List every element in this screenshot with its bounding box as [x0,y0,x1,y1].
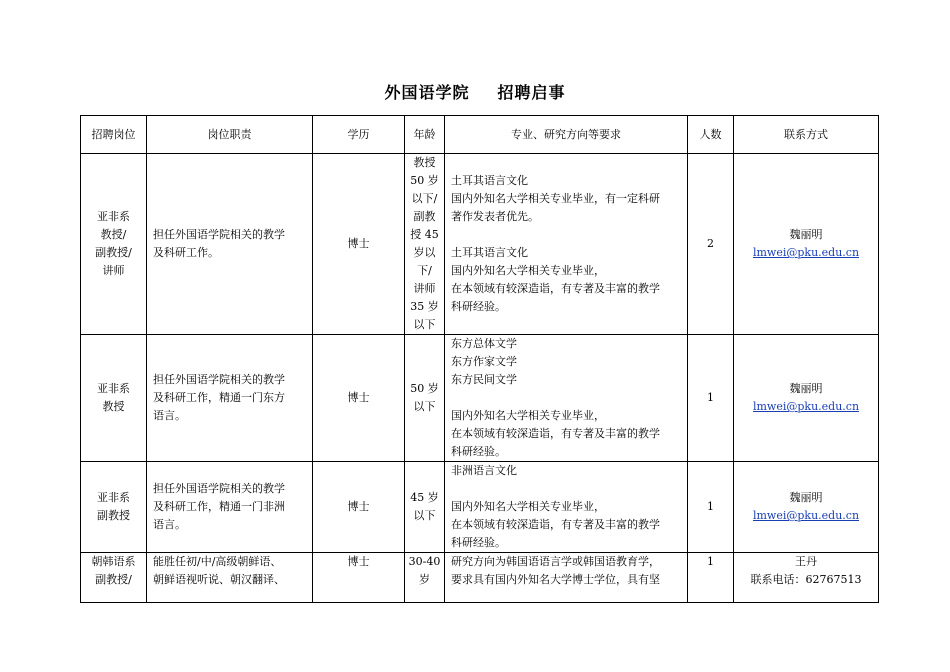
position-line: 副教授/ [95,573,132,586]
header-cell-age: 年龄 [405,116,445,154]
contact-name: 魏丽明 [789,491,823,504]
degree-cell: 博士 [313,154,405,335]
requirement-line: 土耳其语言文化 [451,174,528,187]
position-line: 副教授/ [95,246,132,259]
position-line: 教授 [102,400,125,413]
requirements-cell [445,335,688,462]
requirements-cell [445,462,688,553]
duty-line: 担任外国语学院相关的教学 [153,373,285,386]
requirement-line: 土耳其语言文化 [451,246,528,259]
contact-cell [734,335,879,462]
age-line: 45 岁 [410,491,439,504]
requirement-line: 东方总体文学 [451,337,517,350]
age-cell [405,154,445,335]
header-cell-position: 招聘岗位 [81,116,147,154]
recruitment-table [80,115,879,603]
header-row [81,116,879,154]
contact-name: 王丹 [795,555,817,568]
blank-line [451,480,681,498]
requirement-line: 研究方向为韩国语语言学或韩国语教育学， [451,555,660,568]
duty-cell [147,335,313,462]
requirement-line: 科研经验。 [451,445,506,458]
contact-name: 魏丽明 [789,228,823,241]
contact-cell [734,154,879,335]
position-cell [81,335,147,462]
age-line: 教授 [413,156,436,169]
contact-cell [734,553,879,603]
requirement-line: 在本领域有较深造诣，有专著及丰富的教学 [451,518,660,531]
title-part-2: 招聘启事 [497,83,566,102]
requirements-cell [445,154,688,335]
requirement-line: 科研经验。 [451,300,506,313]
duty-cell [147,553,313,603]
table-row [81,335,879,462]
age-line: 讲师 [413,282,436,295]
position-line: 朝韩语系 [91,555,136,568]
table-row [81,154,879,335]
title-part-1: 外国语学院 [384,83,470,102]
age-line: 授 45 [410,228,439,241]
header-cell-duty: 岗位职责 [147,116,313,154]
contact-phone: 联系电话：62767513 [750,573,862,586]
age-cell [405,553,445,603]
requirement-line: 著作发表者优先。 [451,210,539,223]
requirement-line: 要求具有国内外知名大学博士学位，具有坚 [451,573,660,586]
duty-line: 能胜任初/中/高级朝鲜语、 [153,555,282,568]
requirement-line: 国内外知名大学相关专业毕业， [451,264,605,277]
degree-cell: 博士 [313,462,405,553]
age-line: 下/ [417,264,432,277]
page-title [0,80,950,103]
age-cell [405,462,445,553]
header-cell-count: 人数 [688,116,734,154]
contact-email-link[interactable]: lmwei@pku.edu.cn [752,246,860,259]
position-cell [81,553,147,603]
position-cell [81,154,147,335]
requirement-line: 东方民间文学 [451,373,517,386]
duty-line: 及科研工作，精通一门东方 [153,391,285,404]
contact-name: 魏丽明 [789,382,823,395]
age-line: 以下/ [411,192,438,205]
contact-email-link[interactable]: lmwei@pku.edu.cn [752,400,860,413]
duty-line: 及科研工作，精通一门非洲 [153,500,285,513]
age-cell [405,335,445,462]
duty-line: 担任外国语学院相关的教学 [153,228,285,241]
table-row [81,553,879,603]
blank-line [451,389,681,407]
age-line: 以下 [413,509,436,522]
duty-line: 语言。 [153,409,186,422]
age-line: 50 岁 [410,174,439,187]
age-line: 副教 [413,210,436,223]
requirement-line: 国内外知名大学相关专业毕业， [451,409,605,422]
degree-cell: 博士 [313,335,405,462]
count-cell: 2 [688,154,734,335]
duty-cell [147,462,313,553]
requirement-line: 在本领域有较深造诣，有专著及丰富的教学 [451,282,660,295]
header-cell-requirements: 专业、研究方向等要求 [445,116,688,154]
header-cell-contact: 联系方式 [734,116,879,154]
requirement-line: 东方作家文学 [451,355,517,368]
age-line: 岁 [419,573,430,586]
position-line: 亚非系 [97,382,130,395]
duty-line: 语言。 [153,518,186,531]
duty-cell [147,154,313,335]
requirements-cell [445,553,688,603]
duty-line: 及科研工作。 [153,246,219,259]
contact-email-link[interactable]: lmwei@pku.edu.cn [752,509,860,522]
requirement-line: 在本领域有较深造诣，有专著及丰富的教学 [451,427,660,440]
requirement-line: 国内外知名大学相关专业毕业， [451,500,605,513]
position-line: 教授/ [100,228,127,241]
blank-line [451,226,681,244]
degree-cell: 博士 [313,553,405,603]
duty-line: 朝鲜语视听说、朝汉翻译、 [153,573,285,586]
position-cell [81,462,147,553]
table-row [81,462,879,553]
header-cell-degree: 学历 [313,116,405,154]
position-line: 亚非系 [97,210,130,223]
contact-cell [734,462,879,553]
age-line: 35 岁 [410,300,439,313]
age-line: 岁以 [413,246,436,259]
age-line: 50 岁 [410,382,439,395]
count-cell: 1 [688,553,734,603]
requirement-line: 科研经验。 [451,536,506,549]
duty-line: 担任外国语学院相关的教学 [153,482,285,495]
age-line: 以下 [413,318,436,331]
count-cell: 1 [688,335,734,462]
position-line: 亚非系 [97,491,130,504]
position-line: 讲师 [102,264,125,277]
requirement-line: 非洲语言文化 [451,464,517,477]
count-cell: 1 [688,462,734,553]
requirement-line: 国内外知名大学相关专业毕业，有一定科研 [451,192,660,205]
age-line: 以下 [413,400,436,413]
age-line: 30-40 [408,555,441,568]
position-line: 副教授 [97,509,130,522]
